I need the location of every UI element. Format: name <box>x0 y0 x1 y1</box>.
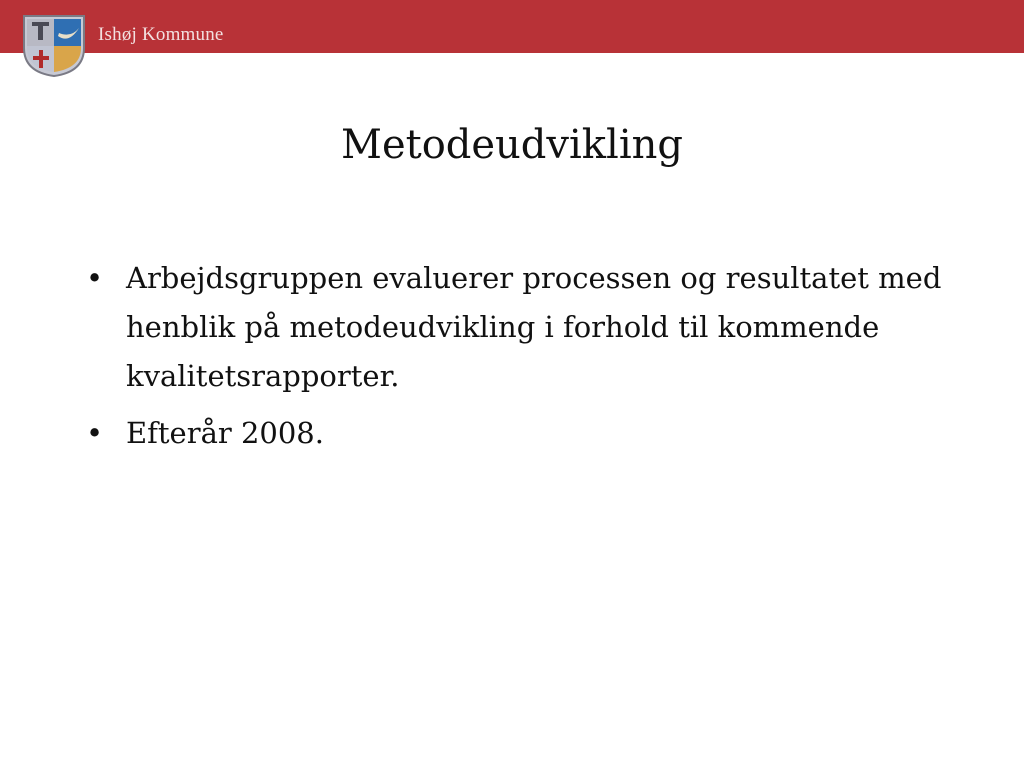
bullet-item <box>86 409 946 458</box>
bullet-item <box>86 254 946 401</box>
bullet-text: Arbejdsgruppen evaluerer processen og resultatet med henblik på metodeudvikling i forhold til kommende kvalitetsrapporter. <box>126 261 942 393</box>
bullet-text: Efterår 2008. <box>126 416 324 450</box>
bullet-list <box>86 254 946 466</box>
bullet-marker: • <box>86 416 104 450</box>
organization-name: Ishøj Kommune <box>98 24 224 45</box>
coat-of-arms-logo <box>21 14 87 78</box>
slide-title: Metodeudvikling <box>340 122 683 168</box>
bullet-marker: • <box>86 261 104 295</box>
